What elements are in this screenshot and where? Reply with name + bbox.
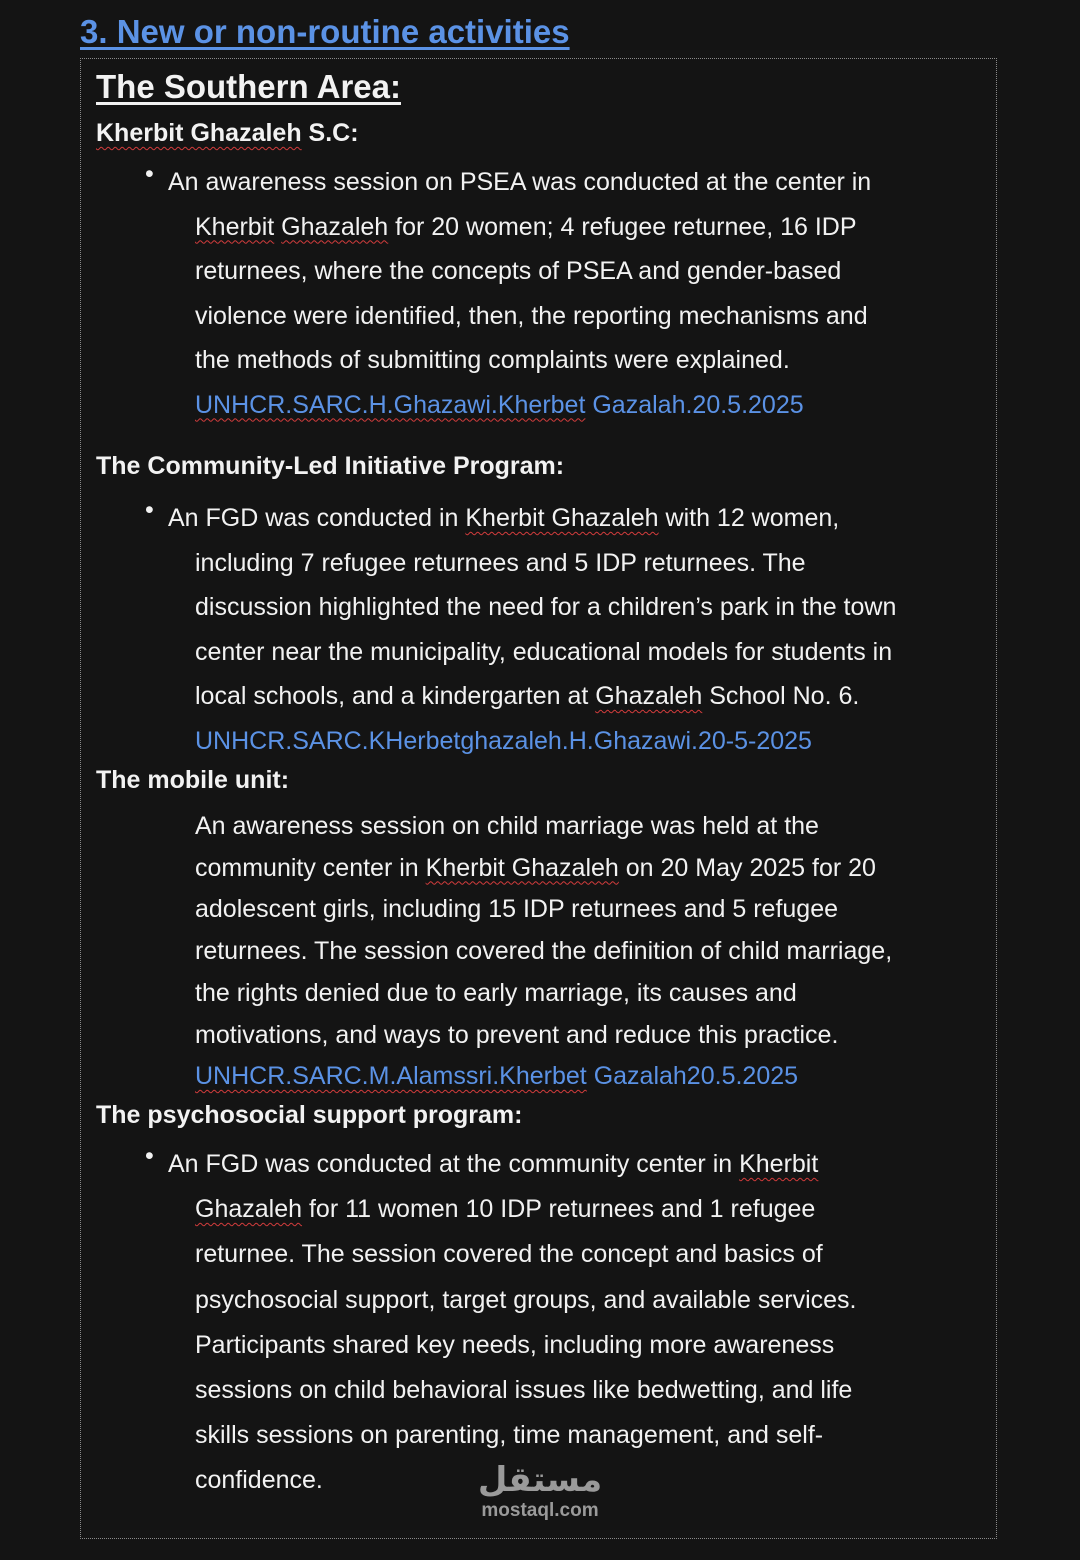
place-name: Ghazaleh [195,1195,303,1224]
text-fragment: An FGD was conducted in [168,504,466,532]
text-line: violence were identified, then, the reporting mechanisms and [195,301,868,330]
place-name: Kherbit Ghazaleh [465,504,659,532]
mobile-unit-text [195,806,985,1098]
section-heading: 3. New or non-routine activities [80,13,570,50]
text-fragment: community center in [195,853,426,882]
bullet-icon: • [145,160,154,188]
bullet-icon: • [145,496,154,524]
place-name: Ghazaleh [281,212,389,241]
text-line [168,496,896,541]
mobile-report-link[interactable] [195,1056,985,1098]
text-line: motivations, and ways to prevent and reduce this practice. [195,1020,839,1049]
text-line [195,674,896,719]
text-line: the methods of submitting complaints were explained. [195,346,790,374]
text-fragment: local schools, and a kindergarten at [195,682,596,710]
text-fragment: on 20 May 2025 for 20 [618,853,876,882]
text-line [195,1187,856,1232]
place-name: Kherbit [739,1150,819,1178]
text-line: returnees. The session covered the definition of child marriage, [195,937,893,966]
center-title [96,118,359,148]
text-line: confidence. [195,1466,323,1495]
link-fragment: UNHCR.SARC.M.Alamssri.Kherbet [195,1062,587,1091]
cli-report-link[interactable]: UNHCR.SARC.KHerbetghazaleh.H.Ghazawi.20-5-2025 [195,726,812,755]
link-fragment: UNHCR.SARC.H.Ghazawi.Kherbet [195,390,586,419]
text-line: returnee. The session covered the concept and basics of [195,1240,823,1269]
text-fragment: for 20 women; 4 refugee returnee, 16 IDP [388,212,857,241]
cli-program-title: The Community-Led Initiative Program: [96,452,565,480]
text-line: discussion highlighted the need for a children’s park in the town [195,593,897,621]
text-line: including 7 refugee returnees and 5 IDP returnees. The [195,548,806,577]
text-line: psychosocial support, target groups, and available services. [195,1285,857,1314]
text-fragment: School No. 6. [702,682,860,710]
place-name: Kherbit [195,212,275,241]
text-line [195,205,871,250]
center-report-link[interactable] [195,383,871,428]
cli-bullet-item [145,496,990,756]
content-box [80,58,997,1539]
text-fragment: for 11 women 10 IDP returnees and 1 refugee [302,1195,816,1224]
text-line: An awareness session on child marriage was held at the [195,812,819,840]
text-line: center near the municipality, educational models for students in [195,637,893,666]
text-line: sessions on child behavioral issues like bedwetting, and life [195,1376,853,1405]
bullet-icon: • [145,1142,154,1170]
text-line [168,1142,856,1187]
pss-bullet-text [168,1142,856,1504]
mostaql-watermark [465,1460,615,1522]
text-line: skills sessions on parenting, time management, and self- [195,1421,824,1450]
place-name: Kherbit Ghazaleh [425,853,619,882]
text-line: An awareness session on PSEA was conducted at the center in [168,168,872,196]
text-line: Participants shared key needs, including more awareness [195,1330,835,1359]
center-bullet-text [168,160,871,427]
center-title-suffix: S.C: [301,119,359,147]
pss-bullet-item [145,1142,990,1512]
place-name: Ghazaleh [595,682,703,710]
center-title-name: Kherbit Ghazaleh [96,119,302,147]
center-bullet-item [145,160,990,420]
watermark-logo-arabic: مستقل [477,1460,603,1500]
link-fragment: Gazalah20.5.2025 [586,1062,799,1091]
link-fragment: Gazalah.20.5.2025 [585,390,804,419]
cli-bullet-text [168,496,896,763]
text-line: the rights denied due to early marriage, its causes and [195,978,797,1007]
area-title: The Southern Area: [96,68,401,105]
mobile-unit-title: The mobile unit: [96,766,290,794]
pss-program-title: The psychosocial support program: [96,1101,523,1129]
text-line: adolescent girls, including 15 IDP returnees and 5 refugee [195,895,839,924]
text-line: returnees, where the concepts of PSEA and gender-based [195,257,842,285]
text-fragment: An FGD was conducted at the community center in [168,1150,740,1178]
text-fragment: with 12 women, [658,504,840,532]
watermark-logo-latin: mostaql.com [481,1500,599,1521]
text-line [195,848,985,890]
